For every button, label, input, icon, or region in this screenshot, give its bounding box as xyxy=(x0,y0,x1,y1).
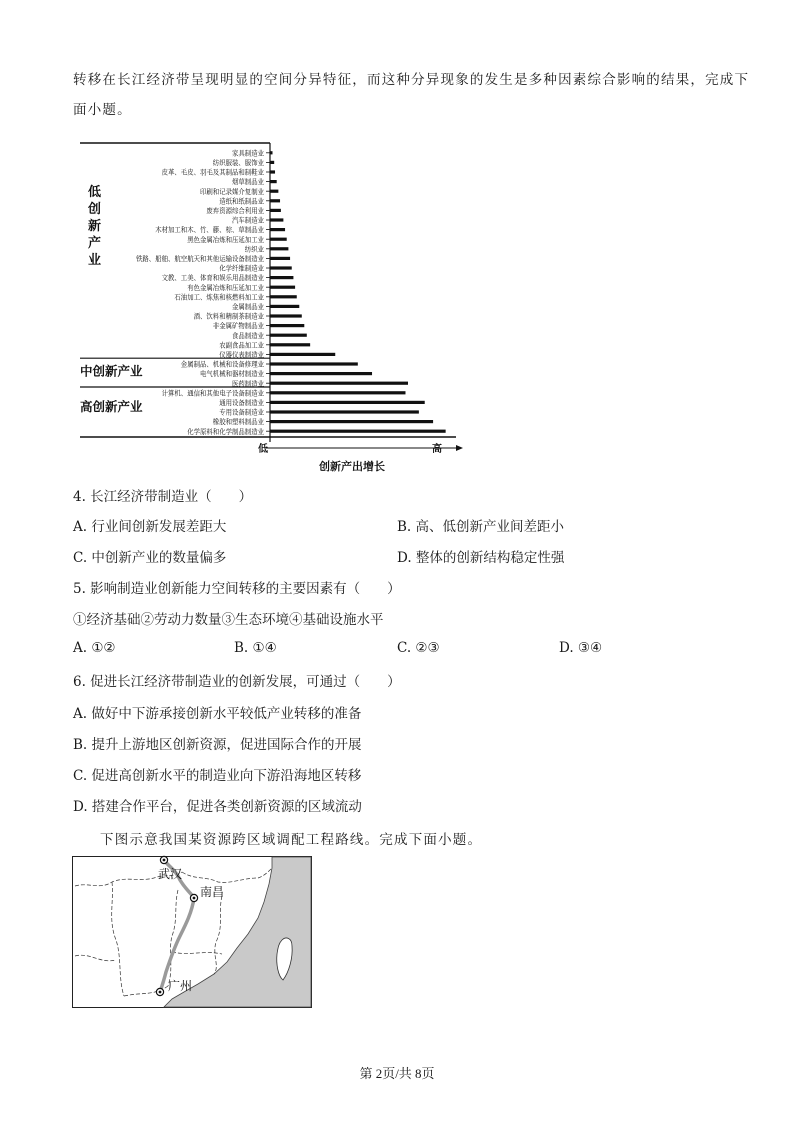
bar xyxy=(270,362,358,365)
bar xyxy=(270,170,275,173)
category-label: 文教、工美、体育和娱乐用品制造业 xyxy=(161,274,271,283)
category-label: 电气机械和器材制造业 xyxy=(200,370,268,379)
q5-option-c[interactable]: C. ②③ xyxy=(397,640,440,656)
q5-option-b[interactable]: B. ①④ xyxy=(234,640,277,656)
group-label-low-char: 新 xyxy=(88,219,102,234)
category-label: 农副食品加工业 xyxy=(219,341,267,350)
innovation-output-chart xyxy=(80,138,465,473)
category-label: 金属制品业 xyxy=(232,303,266,311)
category-label: 家具制造业 xyxy=(232,149,266,158)
bar xyxy=(270,209,281,212)
category-label: 印刷和记录媒介复制业 xyxy=(200,187,268,196)
q4-option-a[interactable]: A. 行业间创新发展差距大 xyxy=(73,519,227,535)
q5-factors: ①经济基础②劳动力数量③生态环境④基础设施水平 xyxy=(73,612,384,628)
bar xyxy=(270,420,433,423)
bar xyxy=(270,314,302,317)
bar xyxy=(270,410,419,413)
map-intro: 下图示意我国某资源跨区域调配工程路线。完成下面小题。 xyxy=(100,832,483,848)
q6-option-d[interactable]: D. 搭建合作平台，促进各类创新资源的区域流动 xyxy=(73,799,362,815)
category-label: 仪器仪表制造业 xyxy=(219,351,267,359)
city-wuhan-label: 武汉 xyxy=(158,867,183,881)
category-label: 化学原料和化学制品制造业 xyxy=(187,427,269,436)
bar xyxy=(270,286,295,289)
bar xyxy=(270,180,277,183)
category-label: 黑色金属冶炼和压延加工业 xyxy=(187,235,269,244)
city-nanchang-marker xyxy=(190,894,197,901)
bar xyxy=(270,430,446,433)
q4-stem: 4. 长江经济带制造业（ ） xyxy=(73,489,253,505)
q4-option-d[interactable]: D. 整体的创新结构稳定性强 xyxy=(397,550,565,566)
q5-stem: 5. 影响制造业创新能力空间转移的主要因素有（ ） xyxy=(73,581,401,597)
x-axis-arrowhead xyxy=(456,445,463,451)
group-label-low-char: 低 xyxy=(88,185,102,200)
bar xyxy=(270,266,292,269)
group-label-low-char: 创 xyxy=(88,202,102,217)
bar xyxy=(270,324,304,327)
category-label: 纺织业 xyxy=(244,245,266,254)
category-label: 木材加工和木、竹、藤、棕、草制品业 xyxy=(155,226,271,235)
x-axis-title: 创新产出增长 xyxy=(319,460,385,473)
intro-line-1: 转移在长江经济带呈现明显的空间分异特征，而这种分异现象的发生是多种因素综合影响的结果，完成下 xyxy=(73,72,750,88)
category-label: 有色金属冶炼和压延加工业 xyxy=(187,283,269,292)
category-label: 皮革、毛皮、羽毛及其制品和制鞋业 xyxy=(161,168,271,177)
q5-option-d[interactable]: D. ③④ xyxy=(559,640,603,656)
bar xyxy=(270,199,280,202)
category-label: 汽车制造业 xyxy=(232,216,266,225)
q5-option-a[interactable]: A. ①② xyxy=(73,640,116,656)
bar xyxy=(270,353,335,356)
group-label-low-char: 产 xyxy=(88,236,102,251)
city-wuhan-marker xyxy=(160,856,167,863)
bar xyxy=(270,372,372,375)
group-label-low-char: 业 xyxy=(88,253,102,268)
category-label: 烟草制品业 xyxy=(232,178,266,187)
q6-option-a[interactable]: A. 做好中下游承接创新水平较低产业转移的准备 xyxy=(73,706,362,722)
category-label: 酒、饮料和精制茶制造业 xyxy=(193,312,269,321)
category-label: 造纸和纸制品业 xyxy=(219,197,267,206)
category-label: 医药制造业 xyxy=(232,379,266,388)
category-label: 通用设备制造业 xyxy=(219,399,267,407)
bar xyxy=(270,218,283,221)
city-nanchang-label: 南昌 xyxy=(200,885,225,899)
group-label-mid: 中创新产业 xyxy=(80,363,143,379)
bar xyxy=(270,276,293,279)
category-label: 金属制品、机械和设备修理业 xyxy=(180,360,270,369)
category-label: 化学纤维制造业 xyxy=(219,264,267,273)
bar xyxy=(270,391,405,394)
category-label: 计算机、通信和其他电子设备制造业 xyxy=(161,389,271,398)
resource-route-map xyxy=(72,856,312,1008)
x-axis-high-label: 高 xyxy=(432,444,442,455)
category-label: 石油加工、炼焦和核燃料加工业 xyxy=(174,293,270,302)
city-guangzhou-label: 广州 xyxy=(168,979,193,993)
x-axis-low-label: 低 xyxy=(258,444,268,455)
bar xyxy=(270,257,290,260)
category-label: 废弃资源综合利用业 xyxy=(206,207,268,215)
bar xyxy=(270,343,310,346)
intro-line-2: 面小题。 xyxy=(73,102,132,118)
q6-option-b[interactable]: B. 提升上游地区创新资源，促进国际合作的开展 xyxy=(73,737,362,753)
category-label: 纺织服装、服饰业 xyxy=(212,159,268,167)
bar xyxy=(270,190,278,193)
bar xyxy=(270,228,285,231)
bar xyxy=(270,247,288,250)
category-label: 橡胶和塑料制品业 xyxy=(212,418,268,427)
bar xyxy=(270,238,287,241)
q4-option-b[interactable]: B. 高、低创新产业间差距小 xyxy=(397,519,565,535)
group-label-high: 高创新产业 xyxy=(80,399,143,415)
category-label: 食品制造业 xyxy=(232,331,266,340)
category-label: 专用设备制造业 xyxy=(219,408,267,417)
bar xyxy=(270,151,273,154)
q6-option-c[interactable]: C. 促进高创新水平的制造业向下游沿海地区转移 xyxy=(73,768,362,784)
bar xyxy=(270,305,299,308)
category-label: 铁路、船舶、航空航天和其他运输设备制造业 xyxy=(136,255,272,263)
bar xyxy=(270,161,274,164)
q6-stem: 6. 促进长江经济带制造业的创新发展，可通过（ ） xyxy=(73,674,401,690)
city-guangzhou-marker xyxy=(156,988,163,995)
bar xyxy=(270,334,307,337)
bar xyxy=(270,382,408,385)
category-label: 非金属矿物制品业 xyxy=(212,322,268,331)
bar xyxy=(270,295,297,298)
page-footer: 第 2页/共 8页 xyxy=(359,1066,435,1081)
bar xyxy=(270,401,425,404)
q4-option-c[interactable]: C. 中创新产业的数量偏多 xyxy=(73,550,227,566)
